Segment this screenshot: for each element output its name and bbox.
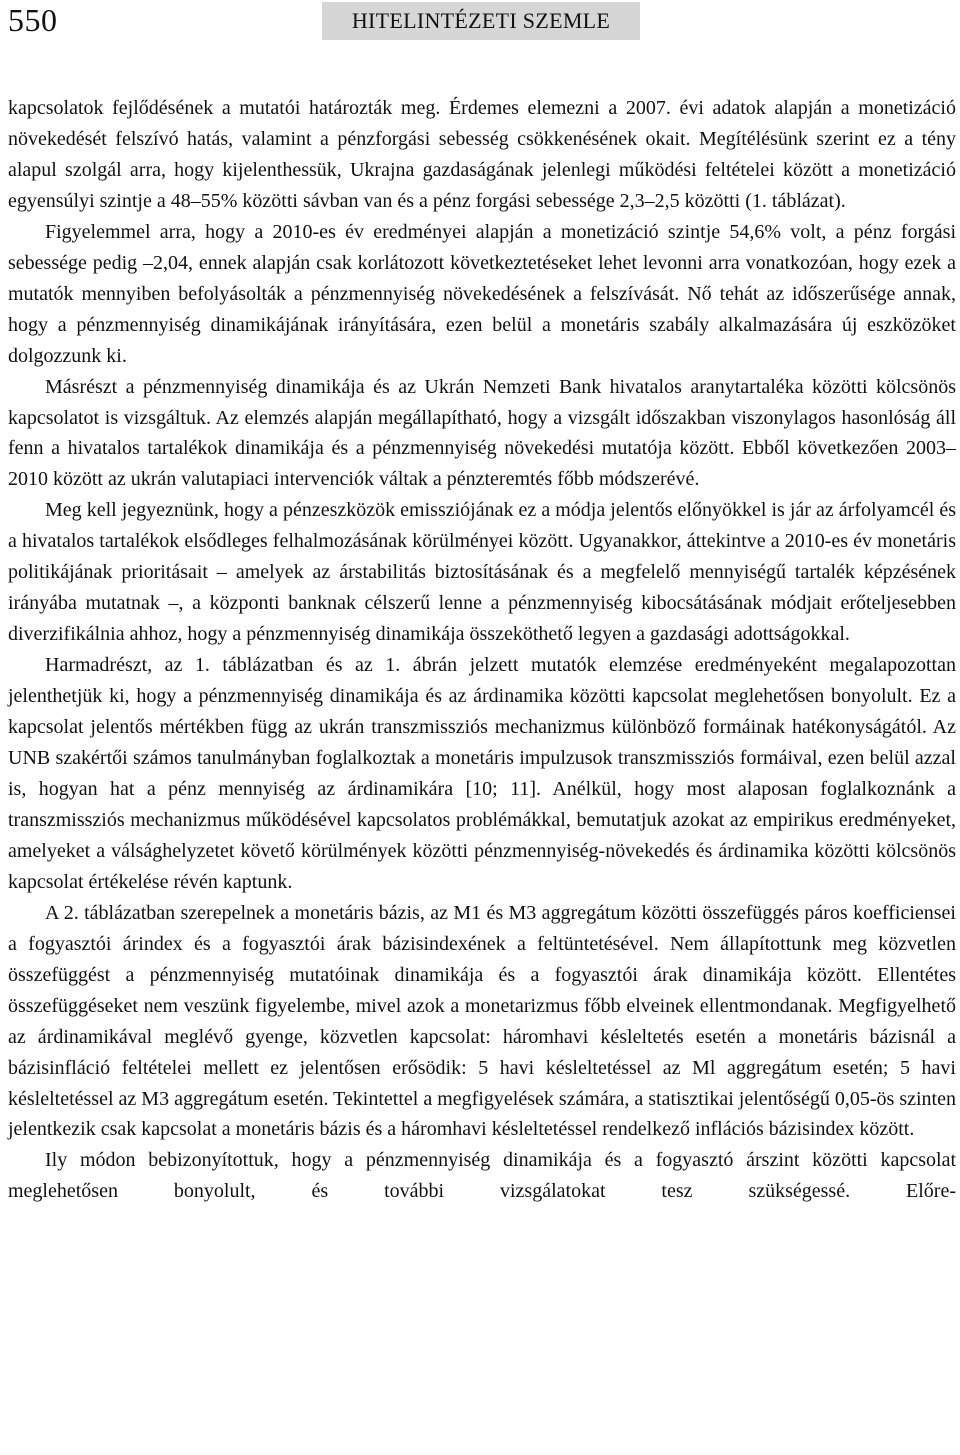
paragraph-3: Másrészt a pénzmennyiség dinamikája és az Ukrán Nemzeti Bank hivatalos aranytartaléka közötti kölcsönös kapcsolatot is vizsgáltuk. Az elemzés alapján megállapítható, hogy a vizsgált időszakban viszonylagos hasonlóság áll fenn a hivatalos tartalékok dinamikája és a pénzmennyiség növekedési mutatója között. Ebből következően 2003–2010 között az ukrán valutapiaci intervenciók váltak a pénzteremtés főbb módszerévé.	[8, 375, 956, 491]
page-number: 550	[8, 2, 58, 38]
journal-title: HITELINTÉZETI SZEMLE	[322, 2, 640, 40]
paragraph-7: Ily módon bebizonyítottuk, hogy a pénzmennyiség dinamikája és a fogyasztó árszint közötti kapcsolat meglehetősen bonyolult, és további vizsgálatokat tesz szükségessé. Előre-	[8, 1149, 956, 1203]
paragraph-4: Meg kell jegyeznünk, hogy a pénzeszközök emissziójának ez a módja jelentős előnyökkel is jár az árfolyamcél és a hivatalos tartalékok elsődleges felhalmozásának körülményei között. Ugyanakkor, áttekintve a 2010-es év monetáris politikájának prioritásait – amelyek az árstabilitás biztosításának és a megfelelő mennyiségű tartalék képzésének irányába mutatnak –, a központi banknak célszerű lenne a pénzmennyiség kibocsátásának módjait erőteljesebben diverzifikálnia ahhoz, hogy a pénzmennyiség dinamikája összeköthető legyen a gazdasági adottságokkal.	[8, 499, 956, 646]
paragraph-1: kapcsolatok fejlődésének a mutatói határozták meg. Érdemes elemezni a 2007. évi adatok alapján a monetizáció növekedését felszívó hatás, valamint a pénzforgási sebesség csökkenésének okait. Megítélésünk szerint ez a tény alapul szolgál arra, hogy kijelenthessük, Ukrajna gazdaságának jelenlegi működési feltételei között a monetizáció egyensúlyi szintje a 48–55% közötti sávban van és a pénz forgási sebessége 2,3–2,5 közötti (1. táblázat).	[8, 97, 956, 212]
paragraph-6: A 2. táblázatban szerepelnek a monetáris bázis, az M1 és M3 aggregátum közötti összefüggés páros koefficiensei a fogyasztói árindex és a fogyasztói árak bázisindexének a feltüntetésével. Nem állapítottunk meg közvetlen összefüggést a pénzmennyiség mutatóinak dinamikája és a fogyasztói árak dinamikája között. Ellentétes összefüggéseket nem veszünk figyelembe, mivel azok a monetarizmus főbb elveinek ellentmondanak. Megfigyelhető az árdinamikával meglévő gyenge, közvetlen kapcsolat: háromhavi késleltetés esetén a monetáris bázisnál a bázisinfláció feltételei mellett ez jelentősen erősödik: 5 havi késleltetéssel az Ml aggregátum esetén; 5 havi késleltetéssel az M3 aggregátum esetén. Tekintettel a megfigyelések számára, a statisztikai jelentőségű 0,05-ös szinten jelentkezik csak kapcsolat a monetáris bázis és a háromhavi késleltetéssel rendelkező inflációs bázisindex között.	[8, 901, 956, 1141]
article-body	[8, 93, 956, 1207]
paragraph-5: Harmadrészt, az 1. táblázatban és az 1. ábrán jelzett mutatók elemzése eredményeként megalapozottan jelenthetjük ki, hogy a pénzmennyiség dinamikája és az árdinamika közötti kapcsolat meglehetősen bonyolult. Ez a kapcsolat jelentős mértékben függ az ukrán transzmissziós mechanizmus különböző formáinak hatékonyságától. Az UNB szakértői számos tanulmányban foglalkoztak a monetáris impulzusok transzmissziós formáival, ezen belül azzal is, hogyan hat a pénz mennyiség az árdinamikára [10; 11]. Anélkül, hogy most alaposan foglalkoznánk a transzmissziós mechanizmus működésével kapcsolatos problémákkal, bemutatjuk azokat az empirikus eredményeket, amelyeket a válsághelyzetet követő körülmények közötti pénzmennyiség-növekedés és árdinamika közötti kölcsönös kapcsolat értékelése révén kaptunk.	[8, 654, 956, 893]
paragraph-2: Figyelemmel arra, hogy a 2010-es év eredményei alapján a monetizáció szintje 54,6% volt, a pénz forgási sebessége pedig –2,04, ennek alapján csak korlátozott következtetéseket lehet levonni arra vonatkozóan, hogy ezek a mutatók mennyiben befolyásolták a pénzmennyiség növekedésének a felszívását. Nő tehát az időszerűsége annak, hogy a pénzmennyiség dinamikájának irányítására, ezen belül a monetáris szabály alkalmazására új eszközöket dolgozzunk ki.	[8, 220, 956, 367]
